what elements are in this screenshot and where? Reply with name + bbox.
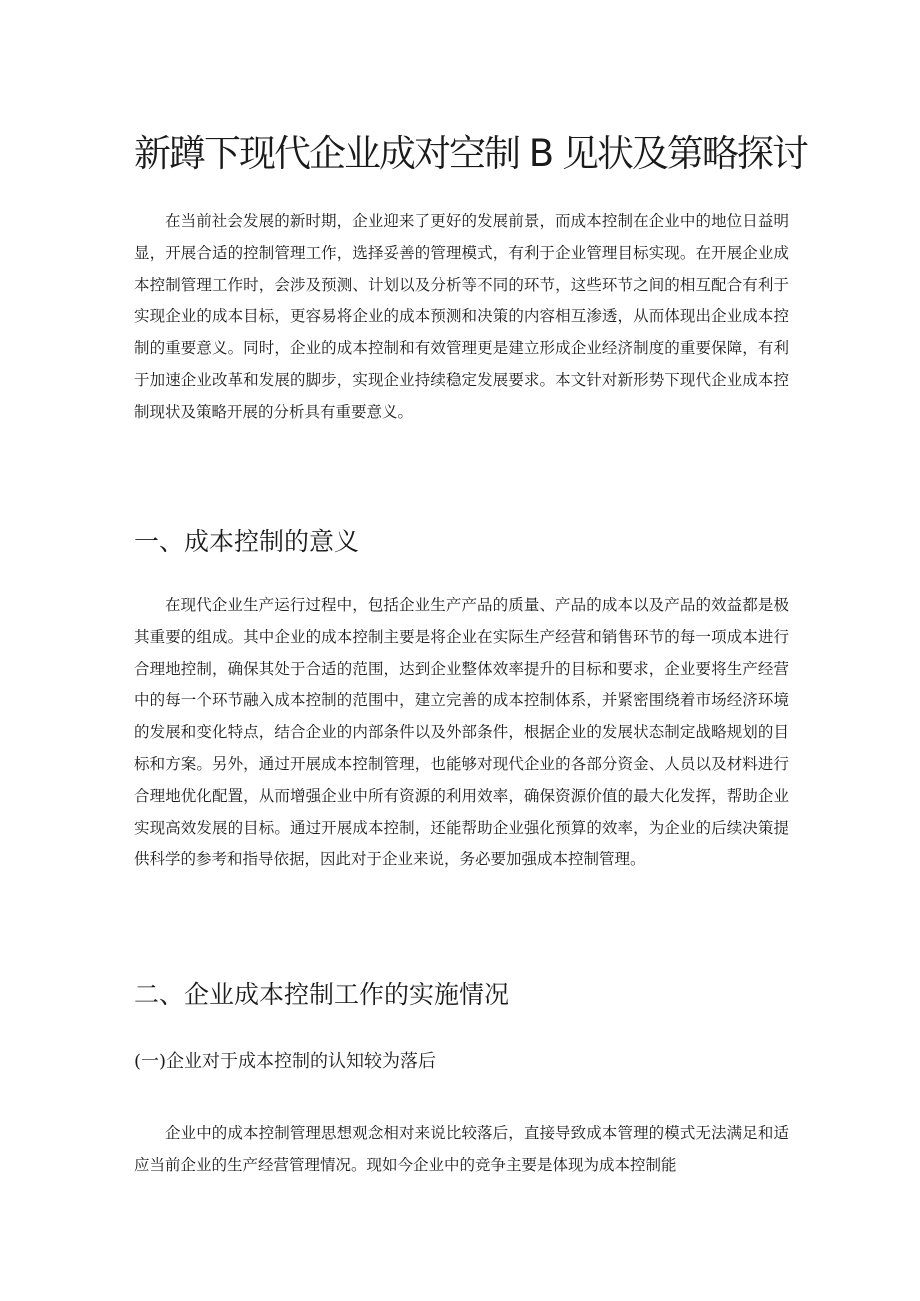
document-title: 新蹲下现代企业成对空制 B 见状及第略探讨 (134, 132, 807, 175)
section-2-heading: 二、企业成本控制工作的实施情况 (134, 980, 510, 1009)
section-1-paragraph: 在现代企业生产运行过程中，包括企业生产产品的质量、产品的成本以及产品的效益都是极其重要的组成。其中企业的成本控制主要是将企业在实际生产经营和销售环节的每一项成本进行合理地控制，确保其处于合适的范围，达到企业整体效率提升的目标和要求，企业要将生产经营中的每一个环节融入成本控制的范围中，建立完善的成本控制体系，并紧密围绕着市场经济环境的发展和变化特点，结合企业的内部条件以及外部条件，根据企业的发展状态制定战略规划的目标和方案。另外，通过开展成本控制管理，也能够对现代企业的各部分资金、人员以及材料进行合理地优化配置，从而增强企业中所有资源的利用效率，确保资源价值的最大化发挥，帮助企业实现高效发展的目标。通过开展成本控制，还能帮助企业强化预算的效率，为企业的后续决策提供科学的参考和指导依据，因此对于企业来说，务必要加强成本控制管理。 (134, 596, 789, 869)
section-1-heading: 一、成本控制的意义 (134, 527, 360, 556)
section-2-sub1-paragraph: 企业中的成本控制管理思想观念相对来说比较落后，直接导致成本管理的模式无法满足和适应当前企业的生产经营管理情况。现如今企业中的竞争主要是体现为成本控制能 (134, 1124, 789, 1174)
intro-paragraph: 在当前社会发展的新时期，企业迎来了更好的发展前景，而成本控制在企业中的地位日益明显，开展合适的控制管理工作，选择妥善的管理模式，有利于企业管理目标实现。在开展企业成本控制管理工作时，会涉及预测、计划以及分析等不同的环节，这些环节之间的相互配合有利于实现企业的成本目标，更容易将企业的成本预测和决策的内容相互渗透，从而体现出企业成本控制的重要意义。同时，企业的成本控制和有效管理更是建立形成企业经济制度的重要保障，有利于加速企业改革和发展的脚步，实现企业持续稳定发展要求。本文针对新形势下现代企业成本控制现状及策略开展的分析具有重要意义。 (134, 212, 789, 421)
section-2-subheading-1: (一)企业对于成本控制的认知较为落后 (134, 1051, 437, 1072)
